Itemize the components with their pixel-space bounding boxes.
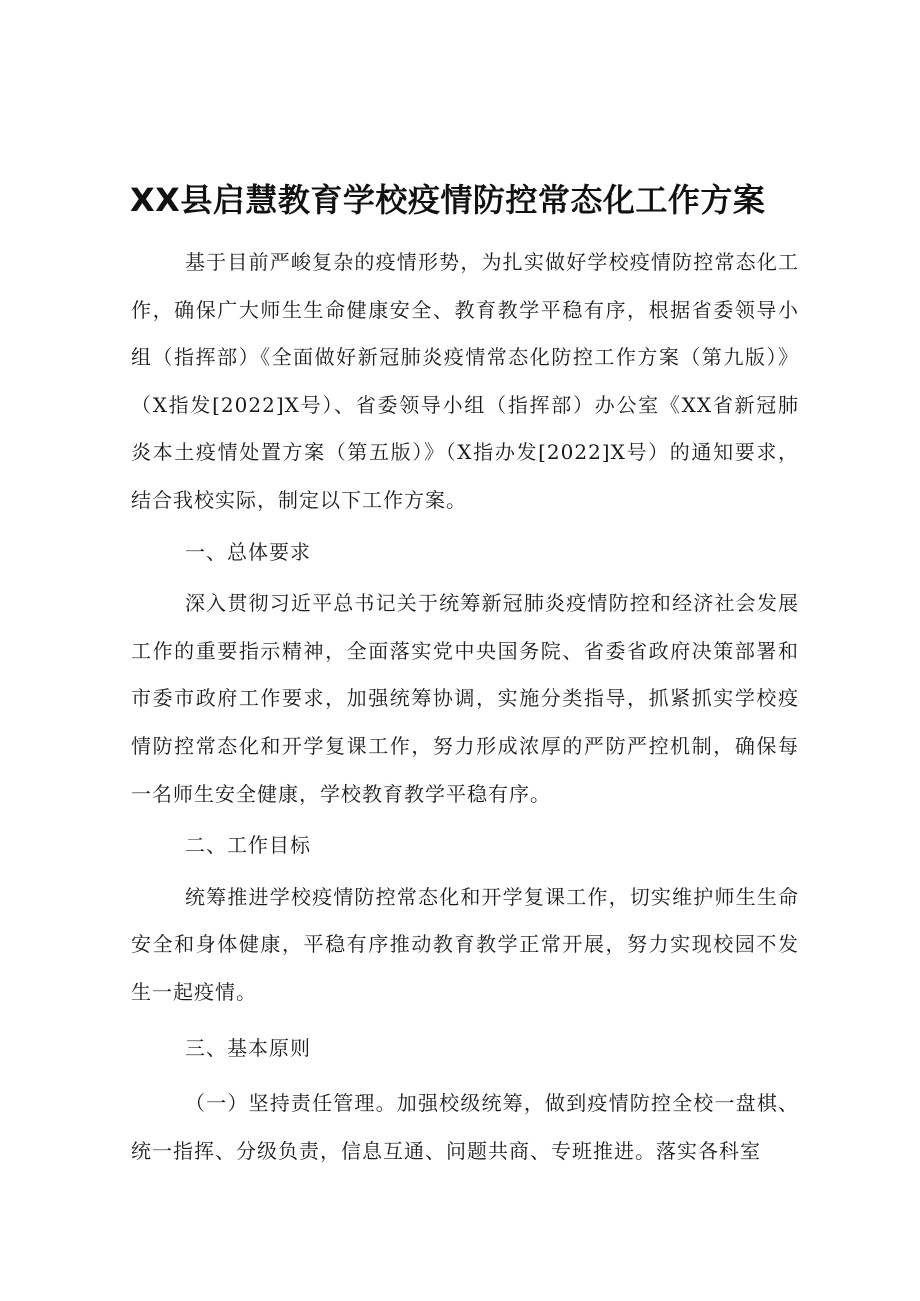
section-2-paragraph: 统筹推进学校疫情防控常态化和开学复课工作，切实维护师生生命安全和身体健康，平稳有序推动教育教学正常开展，努力实现校园不发生一起疫情。: [131, 884, 799, 1004]
section-3-heading: 三、基本原则: [185, 1035, 311, 1060]
document-body: [131, 239, 799, 1175]
section-1-paragraph: 深入贯彻习近平总书记关于统筹新冠肺炎疫情防控和经济社会发展工作的重要指示精神，全面落实党中央国务院、省委省政府决策部署和市委市政府工作要求，加强统筹协调，实施分类指导，抓紧抓实学校疫情防控常态化和开学复课工作，努力形成浓厚的严防严控机制，确保每一名师生安全健康，学校教育教学平稳有序。: [131, 591, 799, 806]
section-2-heading: 二、工作目标: [185, 833, 311, 858]
section-1-heading: 一、总体要求: [185, 539, 311, 564]
document-title: XX县启慧教育学校疫情防控常态化工作方案: [130, 181, 766, 219]
section-3-item-1: （一）坚持责任管理。加强校级统筹，做到疫情防控全校一盘棋、统一指挥、分级负责，信息互通、问题共商、专班推进。落实各科室: [131, 1091, 799, 1163]
intro-paragraph: 基于目前严峻复杂的疫情形势，为扎实做好学校疫情防控常态化工作，确保广大师生生命健康安全、教育教学平稳有序，根据省委领导小组（指挥部）《全面做好新冠肺炎疫情常态化防控工作方案（第九版）》（X指发[2022]X号）、省委领导小组（指挥部）办公室《XX省新冠肺炎本土疫情处置方案（第五版）》（X指办发[2022]X号）的通知要求，结合我校实际，制定以下工作方案。: [131, 250, 799, 512]
